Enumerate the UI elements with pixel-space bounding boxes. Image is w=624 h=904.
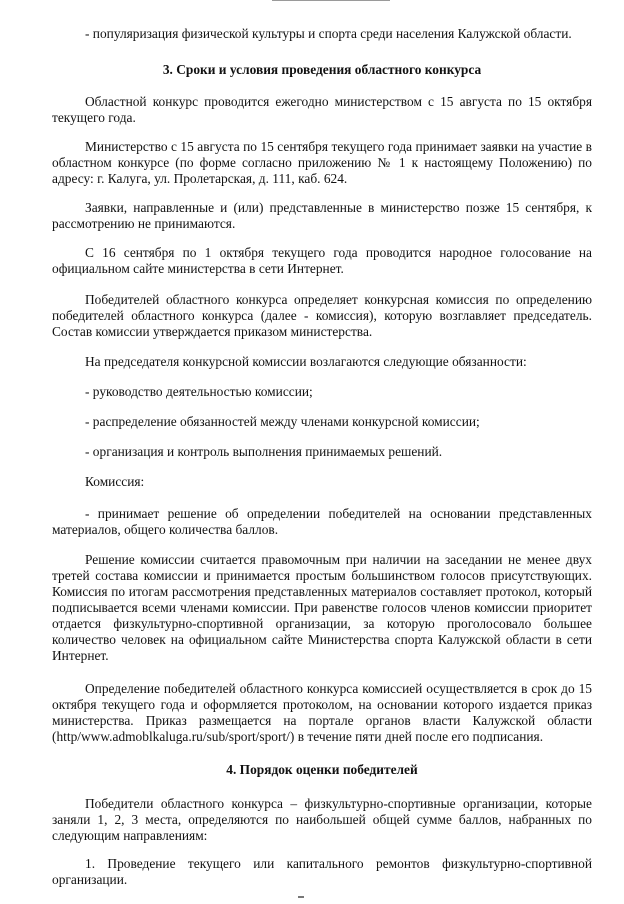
paragraph-winners-deadline: Определение победителей областного конкурса комиссией осуществляется в срок до 15 октября текущего года и оформляется протоколом, на основании которого издается приказ министерства. Приказ размещается на портале органов власти Калужской области (http/www.admoblkaluga.ru/sub/sport/sport/) в течение пяти дней после его подписания. <box>52 681 592 744</box>
duty-item-2: - распределение обязанностей между членами конкурсной комиссии; <box>85 414 480 429</box>
paragraph-winners-criteria: Победители областного конкурса – физкультурно-спортивные организации, которые заняли 1, 2, 3 места, определяются по наибольшей общей сумме баллов, набранных по следующим направлениям: <box>52 796 592 843</box>
paragraph-popularization: - популяризация физической культуры и спорта среди населения Калужской области. <box>85 26 572 41</box>
paragraph-public-voting: С 16 сентября по 1 октября текущего года проводится народное голосование на официальном сайте министерства в сети Интернет. <box>52 245 592 276</box>
paragraph-commission-decision: - принимает решение об определении победителей на основании представленных материалов, общего количества баллов. <box>52 506 592 537</box>
paragraph-criterion-1: 1. Проведение текущего или капитального ремонтов физкультурно-спортивной организации. <box>52 856 592 887</box>
section-3-heading: 3. Сроки и условия проведения областного конкурса <box>162 62 482 77</box>
duty-item-1: - руководство деятельностью комиссии; <box>85 384 313 399</box>
section-4-heading: 4. Порядок оценки победителей <box>226 762 418 777</box>
paragraph-commission-label: Комиссия: <box>85 474 145 489</box>
paragraph-quorum: Решение комиссии считается правомочным при наличии на заседании не менее двух третей состава комиссии и принимается простым большинством голосов присутствующих. Комиссия по итогам рассмотрения представленных материалов составляет протокол, который подписывается всеми членами комиссии. При равенстве голосов членов комиссии приоритет отдается физкультурно-спортивной организации, за которую проголосовало большее количество человек на официальном сайте Министерства спорта Калужской области в сети Интернет. <box>52 552 592 663</box>
duty-item-3: - организация и контроль выполнения принимаемых решений. <box>85 444 443 459</box>
paragraph-late-applications: Заявки, направленные и (или) представленные в министерство позже 15 сентября, к рассмотрению не принимаются. <box>52 200 592 231</box>
paragraph-chair-duties: На председателя конкурсной комиссии возлагаются следующие обязанности: <box>85 354 527 369</box>
scan-dot-mark <box>298 896 304 898</box>
paragraph-commission: Победителей областного конкурса определяет конкурсная комиссия по определению победителей областного конкурса (далее - комиссия), которую возглавляет председатель. Состав комиссии утверждается приказом министерства. <box>52 292 592 339</box>
paragraph-applications: Министерство с 15 августа по 15 сентября текущего года принимает заявки на участие в областном конкурсе (по форме согласно приложению № 1 к настоящему Положению) по адресу: г. Калуга, ул. Пролетарская, д. 111, каб. 624. <box>52 139 592 186</box>
paragraph-contest-period: Областной конкурс проводится ежегодно министерством с 15 августа по 15 октября текущего года. <box>52 94 592 125</box>
